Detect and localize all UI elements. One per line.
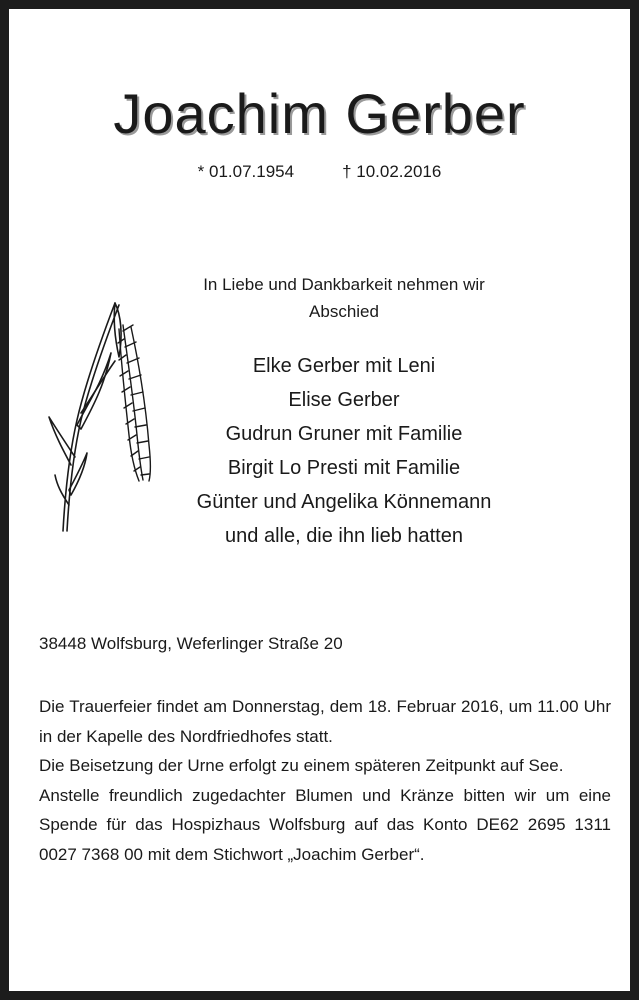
paragraph-donation: Anstelle freundlich zugedachter Blumen und Kränze bitten wir um eine Spende für das Hospizhaus Wolfsburg auf das Konto DE62 2695 1311 0027 7368 00 mit dem Stichwort „Joachim Gerber“. — [39, 785, 611, 864]
life-dates — [9, 161, 630, 183]
mourners-list — [169, 349, 519, 553]
address: 38448 Wolfsburg, Weferlinger Straße 20 — [39, 634, 343, 653]
mourner-line: Gudrun Gruner mit Familie — [225, 423, 463, 445]
mourner-line: Günter und Angelika Könnemann — [196, 491, 492, 513]
mourner-line: und alle, die ihn lieb hatten — [225, 525, 463, 547]
death-date: † 10.02.2016 — [342, 162, 442, 181]
mourner-line: Birgit Lo Presti mit Familie — [227, 457, 461, 479]
birth-date: * 01.07.1954 — [197, 162, 295, 181]
wheat-ear-icon — [41, 295, 171, 535]
deceased-name: Joachim Gerber — [113, 82, 526, 145]
paragraph-funeral: Die Trauerfeier findet am Donnerstag, dem 18. Februar 2016, um 11.00 Uhr in der Kapelle des Nordfriedhofes statt. — [39, 697, 611, 746]
mourner-line: Elise Gerber — [288, 389, 400, 411]
mourner-line: Elke Gerber mit Leni — [252, 355, 436, 377]
farewell-intro: In Liebe und Dankbarkeit nehmen wir Abschied — [203, 275, 485, 321]
paragraph-burial: Die Beisetzung der Urne erfolgt zu einem späteren Zeitpunkt auf See. — [39, 756, 564, 775]
ceremony-details — [39, 692, 611, 869]
